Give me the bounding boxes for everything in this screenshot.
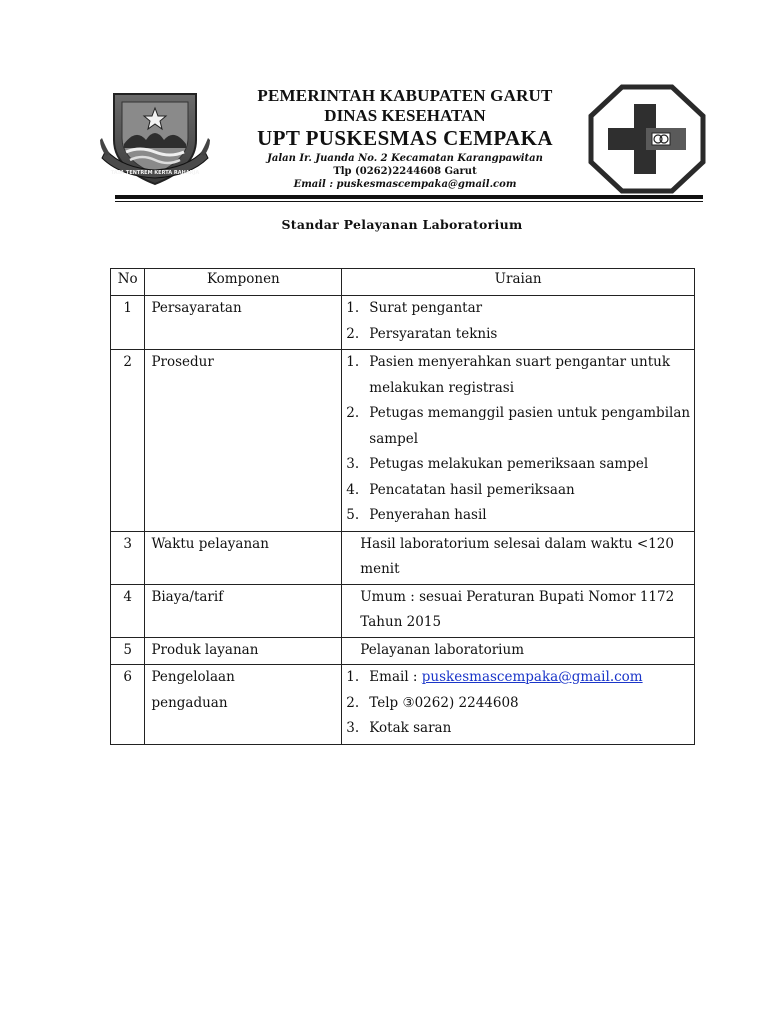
list-item: 5. Penyerahan hasil	[346, 507, 487, 523]
agency-name: DINAS KESEHATAN	[324, 106, 486, 125]
row-number: 1	[123, 300, 133, 316]
table-row	[111, 665, 695, 745]
row-number: 3	[123, 535, 133, 552]
service-standard-table	[110, 268, 695, 745]
row-number: 6	[123, 669, 133, 685]
table-row	[111, 296, 695, 350]
row-component: Waktu pelayanan	[151, 535, 269, 552]
email-link[interactable]: puskesmascempaka@gmail.com	[421, 669, 643, 685]
row-component: Pengelolaan	[151, 669, 235, 685]
list-item: 1. Pasien menyerahkan suart pengantar untuk melakukan registrasi	[346, 354, 671, 396]
list-item: 2. Petugas memanggil pasien untuk pengambilan sampel	[346, 405, 691, 447]
letterhead-rule-thick	[115, 195, 703, 199]
row-component: Persayaratan	[151, 300, 242, 316]
letterhead-rule-thin	[115, 201, 703, 202]
description-list	[342, 665, 694, 744]
description-list	[342, 350, 694, 531]
table-row	[111, 584, 695, 637]
description-list	[342, 296, 694, 349]
header-no: No	[111, 269, 145, 296]
letterhead	[230, 86, 580, 192]
institution-name: UPT PUSKESMAS CEMPAKA	[257, 126, 553, 150]
list-item: 3. Petugas melakukan pemeriksaan sampel	[346, 456, 649, 472]
table-row	[111, 350, 695, 532]
list-item: 2. Telp ③0262) 2244608	[346, 694, 519, 711]
table-row	[111, 531, 695, 584]
header-komponen: Komponen	[145, 269, 342, 296]
row-component: Produk layanan	[151, 641, 259, 658]
government-name: PEMERINTAH KABUPATEN GARUT	[257, 86, 553, 105]
list-item: 4. Pencatatan hasil pemeriksaan	[346, 481, 575, 498]
row-number: 4	[123, 588, 133, 605]
table-header-row	[111, 269, 695, 296]
list-item: 1. Surat pengantar	[346, 300, 483, 316]
row-number: 2	[123, 354, 133, 370]
list-item: 2. Persyaratan teknis	[346, 325, 498, 342]
header-uraian: Uraian	[342, 269, 695, 296]
address-line: Jalan Ir. Juanda No. 2 Kecamatan Karangpawitan	[267, 153, 543, 164]
row-description: Hasil laboratorium selesai dalam waktu <120 menit	[360, 535, 674, 577]
garut-regency-emblem-icon	[100, 88, 210, 188]
emblem-motto: TATA TENTREM KERTA RAHARJA	[110, 170, 200, 176]
row-component: Biaya/tarif	[151, 588, 224, 605]
list-item: 1. Email : puskesmascempaka@gmail.com	[346, 669, 643, 685]
table-row	[111, 637, 695, 665]
row-description: Pelayanan laboratorium	[360, 641, 524, 658]
email-line: Email : puskesmascempaka@gmail.com	[293, 179, 517, 190]
row-component-cont: pengaduan	[151, 694, 228, 711]
puskesmas-cross-logo-icon	[588, 84, 706, 194]
row-number: 5	[123, 641, 133, 658]
row-component: Prosedur	[151, 354, 214, 370]
phone-line: Tlp (0262)2244608 Garut	[333, 166, 477, 177]
list-item: 3. Kotak saran	[346, 720, 452, 736]
row-description: Umum : sesuai Peraturan Bupati Nomor 1172 Tahun 2015	[360, 588, 675, 630]
document-title: Standar Pelayanan Laboratorium	[281, 217, 523, 232]
